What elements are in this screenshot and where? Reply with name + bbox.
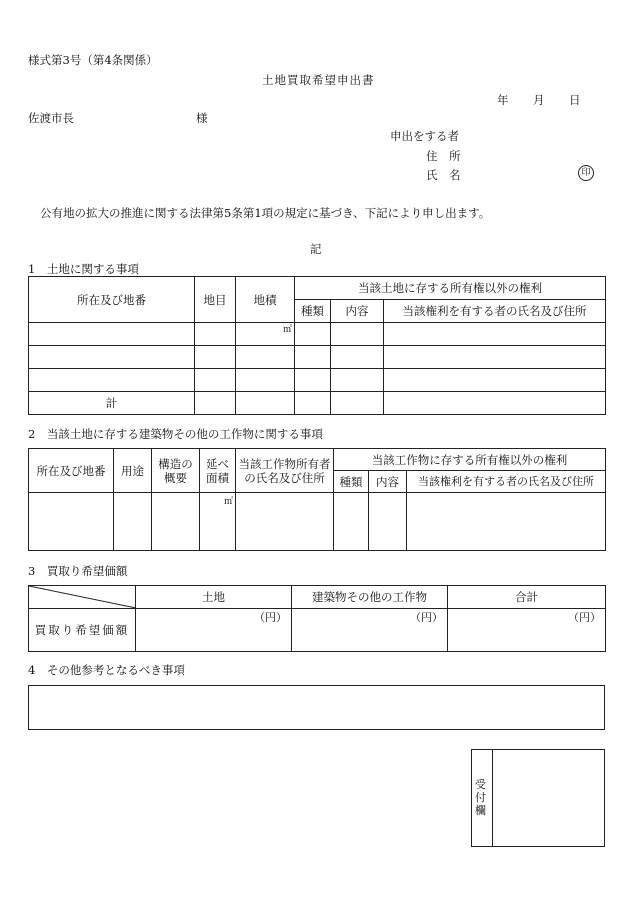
- price-buildings-cell[interactable]: [292, 609, 448, 652]
- addressee-honorific: 様: [196, 111, 208, 125]
- land-location-cell[interactable]: [29, 346, 195, 369]
- building-col-kind: 種類: [334, 471, 369, 493]
- receipt-stamp-area[interactable]: [493, 750, 604, 846]
- land-area-cell[interactable]: [236, 323, 295, 346]
- section2-heading: 2 当該土地に存する建築物その他の工作物に関する事項: [28, 427, 323, 441]
- receipt-label: 受付欄: [475, 778, 486, 817]
- building-col-rights: 当該工作物に存する所有権以外の権利: [334, 449, 606, 471]
- land-col-rights: 当該土地に存する所有権以外の権利: [295, 277, 606, 300]
- applicant-heading: 申出をする者: [390, 129, 459, 143]
- diagonal-line: [29, 586, 136, 608]
- price-col-land: 土地: [136, 586, 292, 609]
- receipt-label-cell: [472, 750, 493, 846]
- land-col-kind: 種類: [295, 300, 331, 323]
- building-structure-cell[interactable]: [152, 493, 200, 551]
- land-col-location: 所在及び地番: [29, 277, 195, 323]
- land-area-cell[interactable]: [236, 346, 295, 369]
- applicant-address-label: 住 所: [426, 149, 461, 163]
- land-total-holder-cell[interactable]: [384, 392, 606, 415]
- table-row: [29, 369, 606, 392]
- total-row: [29, 392, 606, 415]
- form-number: 様式第3号（第4条関係）: [28, 53, 158, 67]
- land-category-cell[interactable]: [195, 323, 236, 346]
- land-area-cell[interactable]: [236, 369, 295, 392]
- building-use-cell[interactable]: [114, 493, 152, 551]
- building-location-cell[interactable]: [29, 493, 114, 551]
- land-col-content: 内容: [331, 300, 384, 323]
- section1-heading: 1 土地に関する事項: [28, 262, 139, 276]
- land-category-cell[interactable]: [195, 369, 236, 392]
- building-holder-cell[interactable]: [407, 493, 606, 551]
- price-col-total: 合計: [448, 586, 606, 609]
- land-kind-cell[interactable]: [295, 323, 331, 346]
- land-total-category-cell[interactable]: [195, 392, 236, 415]
- land-total-content-cell[interactable]: [331, 392, 384, 415]
- table-row: [29, 346, 606, 369]
- table-row: [29, 493, 606, 551]
- date-month-label: 月: [533, 93, 545, 107]
- diagonal-header-cell: [29, 586, 136, 609]
- table-row: [29, 323, 606, 346]
- building-floor-area-cell[interactable]: [200, 493, 236, 551]
- area-unit: ㎡: [223, 497, 233, 507]
- addressee-name: 佐渡市長: [28, 111, 74, 125]
- building-kind-cell[interactable]: [334, 493, 369, 551]
- page-title: 土地買取希望申出書: [262, 73, 375, 87]
- yen-unit: （円）: [568, 611, 601, 624]
- land-kind-cell[interactable]: [295, 346, 331, 369]
- building-table: [28, 448, 606, 551]
- land-total-kind-cell[interactable]: [295, 392, 331, 415]
- ki-label: 記: [310, 242, 322, 256]
- building-owner-cell[interactable]: [236, 493, 334, 551]
- land-total-area-cell[interactable]: [236, 392, 295, 415]
- land-holder-cell[interactable]: [384, 323, 606, 346]
- seal-mark: 印: [578, 165, 594, 181]
- body-text: 公有地の拡大の推進に関する法律第5条第1項の規定に基づき、下記により申し出ます。: [40, 206, 491, 220]
- yen-unit: （円）: [410, 611, 443, 624]
- land-col-area: 地積: [236, 277, 295, 323]
- section4-heading: 4 その他参考となるべき事項: [28, 663, 185, 677]
- building-col-floor-area: 延べ面積: [200, 449, 236, 493]
- applicant-name-label: 氏 名: [426, 168, 461, 182]
- land-category-cell[interactable]: [195, 346, 236, 369]
- date-day-label: 日: [569, 93, 581, 107]
- building-col-structure: 構造の概要: [152, 449, 200, 493]
- building-col-location: 所在及び地番: [29, 449, 114, 493]
- land-location-cell[interactable]: [29, 323, 195, 346]
- land-holder-cell[interactable]: [384, 369, 606, 392]
- building-col-holder: 当該権利を有する者の氏名及び住所: [407, 471, 606, 493]
- other-matters-box[interactable]: [28, 685, 605, 730]
- price-land-cell[interactable]: [136, 609, 292, 652]
- land-kind-cell[interactable]: [295, 369, 331, 392]
- section3-heading: 3 買取り希望価額: [28, 564, 128, 578]
- receipt-box: [471, 749, 605, 847]
- land-total-label: 計: [29, 392, 195, 415]
- land-content-cell[interactable]: [331, 346, 384, 369]
- date-year-label: 年: [497, 93, 509, 107]
- building-content-cell[interactable]: [369, 493, 407, 551]
- land-col-holder: 当該権利を有する者の氏名及び住所: [384, 300, 606, 323]
- land-content-cell[interactable]: [331, 323, 384, 346]
- land-content-cell[interactable]: [331, 369, 384, 392]
- land-holder-cell[interactable]: [384, 346, 606, 369]
- price-col-buildings: 建築物その他の工作物: [292, 586, 448, 609]
- building-col-content: 内容: [369, 471, 407, 493]
- land-table: [28, 276, 606, 415]
- table-row: [29, 609, 606, 652]
- building-col-owner: 当該工作物所有者の氏名及び住所: [236, 449, 334, 493]
- price-row-label: 買取り希望価額: [29, 609, 136, 652]
- land-col-category: 地目: [195, 277, 236, 323]
- area-unit: ㎡: [282, 325, 292, 335]
- land-location-cell[interactable]: [29, 369, 195, 392]
- building-col-use: 用途: [114, 449, 152, 493]
- yen-unit: （円）: [254, 611, 287, 624]
- price-table: [28, 585, 606, 652]
- price-total-cell[interactable]: [448, 609, 606, 652]
